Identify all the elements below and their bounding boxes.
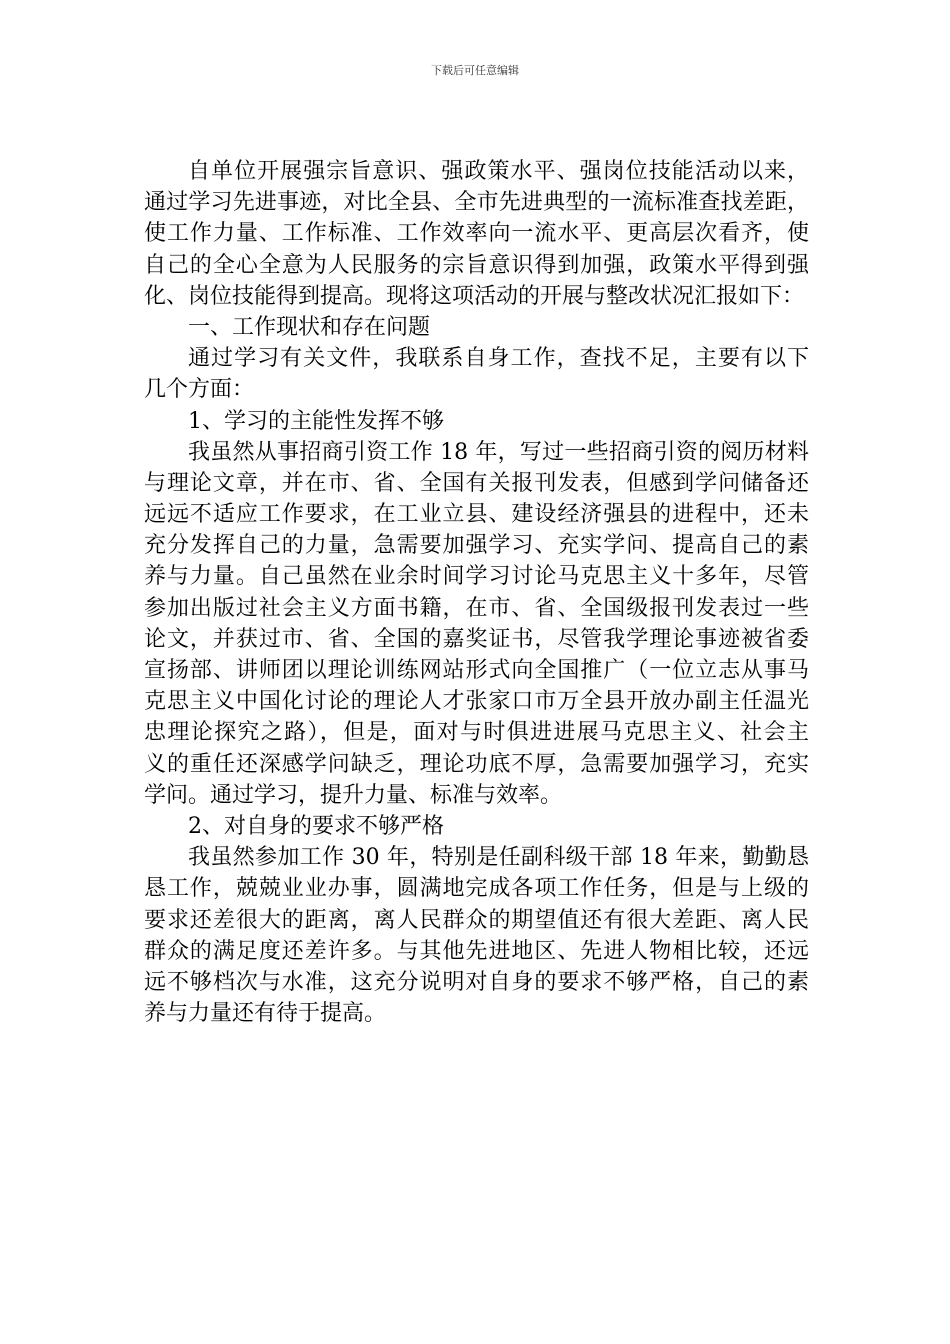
text-line: 通过学习先进事迹，对比全县、全市先进典型的一流标准查找差距， xyxy=(144,190,809,216)
text-line: 自己的全心全意为人民服务的宗旨意识得到加强，政策水平得到强 xyxy=(144,252,809,278)
text-line: 恳工作，兢兢业业办事，圆满地完成各项工作任务，但是与上级的 xyxy=(144,876,809,902)
text-line: 2、对自身的要求不够严格 xyxy=(188,813,444,839)
document-body xyxy=(144,156,809,1029)
text-line: 我虽然参加工作 30 年，特别是任副科级干部 18 年来，勤勤恳 xyxy=(188,845,809,871)
text-line: 忠理论探究之路），但是，面对与时俱进进展马克思主义、社会主 xyxy=(144,720,809,746)
text-line: 使工作力量、工作标准、工作效率向一流水平、更高层次看齐，使 xyxy=(144,221,809,247)
text-line: 我虽然从事招商引资工作 18 年，写过一些招商引资的阅历材料 xyxy=(188,439,809,465)
text-line: 远远不适应工作要求，在工业立县、建设经济强县的进程中，还未 xyxy=(144,502,809,528)
text-line: 1、学习的主能性发挥不够 xyxy=(188,408,444,434)
text-line: 学问。通过学习，提升力量、标准与效率。 xyxy=(144,782,563,808)
text-line: 与理论文章，并在市、省、全国有关报刊发表，但感到学问储备还 xyxy=(144,470,809,496)
text-line: 自单位开展强宗旨意识、强政策水平、强岗位技能活动以来， xyxy=(188,159,809,184)
text-line: 克思主义中国化讨论的理论人才张家口市万全县开放办副主任温光 xyxy=(144,689,809,715)
text-line: 充分发挥自己的力量，急需要加强学习、充实学问、提高自己的素 xyxy=(144,533,809,559)
text-line: 义的重任还深感学问缺乏，理论功底不厚，急需要加强学习，充实 xyxy=(144,751,809,777)
text-line: 宣扬部、讲师团以理论训练网站形式向全国推广（一位立志从事马 xyxy=(144,658,809,683)
text-line: 养与力量。自己虽然在业余时间学习讨论马克思主义十多年，尽管 xyxy=(144,564,809,590)
text-line: 化、岗位技能得到提高。现将这项活动的开展与整改状况汇报如下： xyxy=(144,283,805,309)
text-line: 几个方面： xyxy=(144,377,255,403)
text-line: 一、工作现状和存在问题 xyxy=(188,314,431,340)
text-line: 远不够档次与水准，这充分说明对自身的要求不够严格，自己的素 xyxy=(144,969,809,995)
text-line: 群众的满足度还差许多。与其他先进地区、先进人物相比较，还远 xyxy=(144,938,809,964)
text-line: 要求还差很大的距离，离人民群众的期望值还有很大差距、离人民 xyxy=(144,907,809,933)
text-line: 参加出版过社会主义方面书籍，在市、省、全国级报刊发表过一些 xyxy=(144,595,809,621)
text-line: 通过学习有关文件，我联系自身工作，查找不足，主要有以下 xyxy=(188,346,809,372)
text-line: 养与力量还有待于提高。 xyxy=(144,1001,387,1027)
page-header: 下载后可任意编辑 xyxy=(431,64,519,77)
text-line: 论文，并获过市、省、全国的嘉奖证书，尽管我学理论事迹被省委 xyxy=(144,626,809,652)
